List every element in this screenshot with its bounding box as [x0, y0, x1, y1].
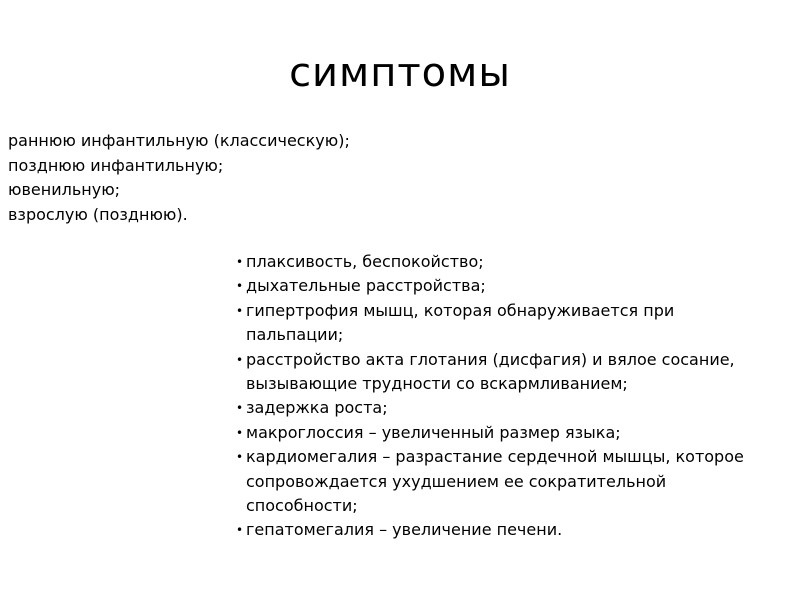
symptom-text: расстройство акта глотания (дисфагия) и вялое сосание, вызывающие трудности со вскармливанием; [246, 349, 735, 394]
bullet-icon: • [236, 401, 244, 416]
symptom-text: гепатомегалия – увеличение печени. [246, 520, 563, 540]
bullet-icon: • [236, 425, 244, 440]
symptom-item [236, 421, 776, 445]
bullet-icon: • [236, 450, 244, 465]
form-item: ювенильную; [8, 180, 121, 199]
slide-title: симптомы [289, 50, 511, 96]
form-item: раннюю инфантильную (классическую); [8, 131, 350, 150]
symptoms-list [236, 250, 776, 543]
bullet-icon: • [236, 352, 244, 367]
bullet-icon: • [236, 523, 244, 538]
disease-forms-list [8, 129, 350, 227]
symptom-item [236, 518, 776, 542]
symptom-text: кардиомегалия – разрастание сердечной мышцы, которое сопровождается ухудшением ее сократительной способности; [246, 447, 744, 516]
symptom-item [236, 274, 776, 298]
bullet-icon: • [236, 303, 244, 318]
symptom-text: плаксивость, беспокойство; [246, 252, 484, 271]
symptom-item [236, 396, 776, 420]
bullet-icon: • [236, 279, 244, 294]
symptom-item [236, 445, 776, 518]
form-item: взрослую (позднюю). [8, 204, 188, 224]
symptom-item [236, 348, 776, 397]
symptom-item [236, 250, 776, 274]
form-item: позднюю инфантильную; [8, 155, 224, 175]
symptom-text: задержка роста; [246, 398, 388, 418]
bullet-icon: • [236, 255, 244, 269]
symptom-text: гипертрофия мышц, которая обнаруживается при пальпации; [246, 300, 675, 345]
symptom-text: дыхательные расстройства; [246, 276, 486, 296]
symptom-item [236, 299, 776, 348]
symptom-text: макроглоссия – увеличенный размер языка; [246, 422, 621, 442]
